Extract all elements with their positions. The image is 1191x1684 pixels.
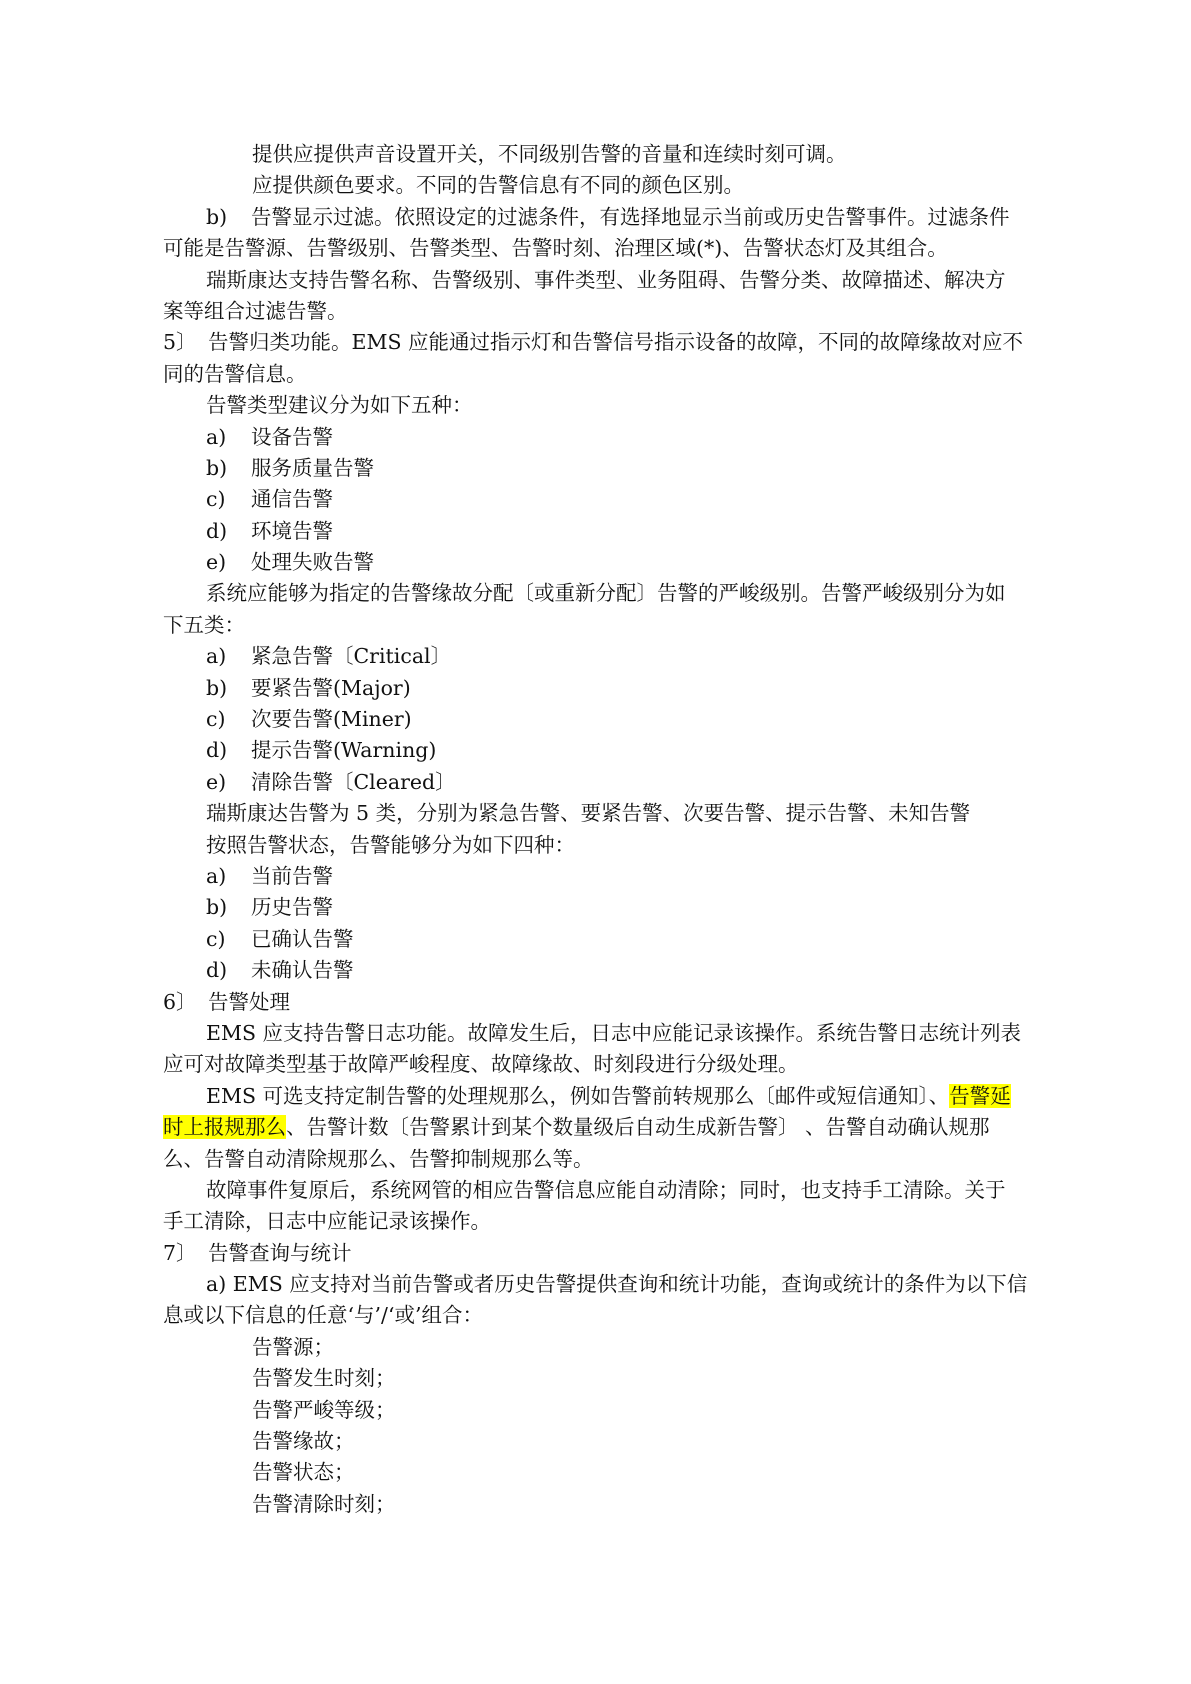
- paragraph-line: 可能是告警源、告警级别、告警类型、告警时刻、治理区域(*)、告警状态灯及其组合。: [163, 236, 948, 261]
- list-label: e): [206, 769, 227, 794]
- list-text: 环境告警: [251, 518, 333, 543]
- paragraph-line: 息或以下信息的任意‘与’/‘或’组合：: [163, 1303, 483, 1328]
- highlighted-text: 时上报规那么: [163, 1115, 286, 1140]
- document-body: [163, 139, 1063, 1520]
- list-label: c): [206, 926, 226, 951]
- list-label: c): [206, 707, 226, 732]
- condition-item: 告警严峻等级；: [252, 1397, 396, 1422]
- section-heading: [163, 327, 1063, 358]
- paragraph-line: [163, 1081, 1063, 1112]
- list-text: 已确认告警: [251, 926, 354, 951]
- paragraph-line: 告警类型建议分为如下五种：: [206, 393, 473, 418]
- list-text: 未确认告警: [251, 958, 354, 983]
- list-label: a): [206, 644, 227, 669]
- list-label: d): [206, 738, 228, 763]
- paragraph-text: EMS 可选支持定制告警的处理规那么，例如告警前转规那么〔邮件或短信通知〕、: [206, 1083, 950, 1108]
- list-item: [163, 453, 1063, 484]
- paragraph-line: 应可对故障类型基于故障严峻程度、故障缘故、时刻段进行分级处理。: [163, 1052, 799, 1077]
- paragraph-line: 系统应能够为指定的告警缘故分配〔或重新分配〕告警的严峻级别。告警严峻级别分为如: [206, 581, 1006, 606]
- list-text: 要紧告警(Major): [251, 675, 411, 700]
- list-text: 提示告警(Warning): [251, 738, 437, 763]
- section-heading: [163, 1238, 1063, 1269]
- section-heading: [163, 987, 1063, 1018]
- paragraph-line: 瑞斯康达支持告警名称、告警级别、事件类型、业务阻碍、告警分类、故障描述、解决方: [206, 267, 1006, 292]
- section-text: 告警查询与统计: [208, 1240, 352, 1265]
- list-item: [163, 892, 1063, 923]
- list-item: [163, 704, 1063, 735]
- list-item: [163, 547, 1063, 578]
- list-label: a): [206, 424, 227, 449]
- highlighted-text: 告警延: [949, 1083, 1011, 1108]
- list-text: 紧急告警〔Critical〕: [251, 644, 452, 669]
- list-label: d): [206, 518, 228, 543]
- list-item: [163, 735, 1063, 766]
- list-text: 次要告警(Miner): [251, 707, 412, 732]
- paragraph-text: 、告警计数〔告警累计到某个数量级后自动生成新告警〕 、告警自动确认规那: [286, 1115, 990, 1140]
- list-text: 服务质量告警: [251, 455, 374, 480]
- list-item: [163, 484, 1063, 515]
- list-text: 通信告警: [251, 487, 333, 512]
- paragraph-line: 下五类：: [163, 612, 245, 637]
- paragraph-line: 么、告警自动清除规那么、告警抑制规那么等。: [163, 1146, 594, 1171]
- condition-item: 告警缘故；: [252, 1429, 355, 1454]
- paragraph-line: EMS 应支持告警日志功能。故障发生后，日志中应能记录该操作。系统告警日志统计列表: [206, 1020, 1022, 1045]
- list-item: [163, 767, 1063, 798]
- paragraph-line: 故障事件复原后，系统网管的相应告警信息应能自动清除；同时，也支持手工清除。关于: [206, 1177, 1006, 1202]
- condition-item: 告警状态；: [252, 1460, 355, 1485]
- paragraph-line: a) EMS 应支持对当前告警或者历史告警提供查询和统计功能，查询或统计的条件为以下信: [206, 1272, 1028, 1297]
- list-label: b): [206, 675, 228, 700]
- list-item: [163, 861, 1063, 892]
- condition-item: 告警发生时刻；: [252, 1366, 396, 1391]
- paragraph-line: 同的告警信息。: [163, 361, 307, 386]
- paragraph-line: 瑞斯康达告警为 5 类，分别为紧急告警、要紧告警、次要告警、提示告警、未知告警: [206, 801, 971, 826]
- list-text: 处理失败告警: [251, 550, 374, 575]
- section-text: 告警处理: [208, 989, 290, 1014]
- list-label: e): [206, 550, 227, 575]
- list-item: [163, 924, 1063, 955]
- list-item: [163, 955, 1063, 986]
- list-item: [163, 516, 1063, 547]
- list-text: 告警显示过滤。依照设定的过滤条件，有选择地显示当前或历史告警事件。过滤条件: [251, 204, 1010, 229]
- list-text: 设备告警: [251, 424, 333, 449]
- paragraph-line: 按照告警状态，告警能够分为如下四种：: [206, 832, 575, 857]
- list-text: 当前告警: [251, 863, 333, 888]
- list-text: 清除告警〔Cleared〕: [251, 769, 456, 794]
- list-item: [163, 422, 1063, 453]
- condition-item: 告警清除时刻；: [252, 1491, 396, 1516]
- list-text: 历史告警: [251, 895, 333, 920]
- list-label: b): [206, 455, 228, 480]
- list-label: d): [206, 958, 228, 983]
- paragraph-line: 手工清除，日志中应能记录该操作。: [163, 1209, 491, 1234]
- list-label: b): [206, 895, 228, 920]
- list-label: c): [206, 487, 226, 512]
- list-item: [163, 641, 1063, 672]
- list-label: a): [206, 863, 227, 888]
- paragraph-line: 提供应提供声音设置开关，不同级别告警的音量和连续时刻可调。: [252, 142, 847, 166]
- list-item: [163, 202, 1063, 233]
- section-number: 5〕: [163, 330, 197, 355]
- paragraph-line: [163, 1112, 1063, 1143]
- section-text: 告警归类功能。EMS 应能通过指示灯和告警信号指示设备的故障，不同的故障缘故对应不: [208, 330, 1024, 355]
- paragraph-line: 案等组合过滤告警。: [163, 298, 348, 323]
- section-number: 7〕: [163, 1240, 197, 1265]
- list-item: [163, 673, 1063, 704]
- list-label: b): [206, 204, 228, 229]
- section-number: 6〕: [163, 989, 197, 1014]
- paragraph-line: 应提供颜色要求。不同的告警信息有不同的颜色区别。: [252, 173, 744, 198]
- condition-item: 告警源；: [252, 1334, 334, 1359]
